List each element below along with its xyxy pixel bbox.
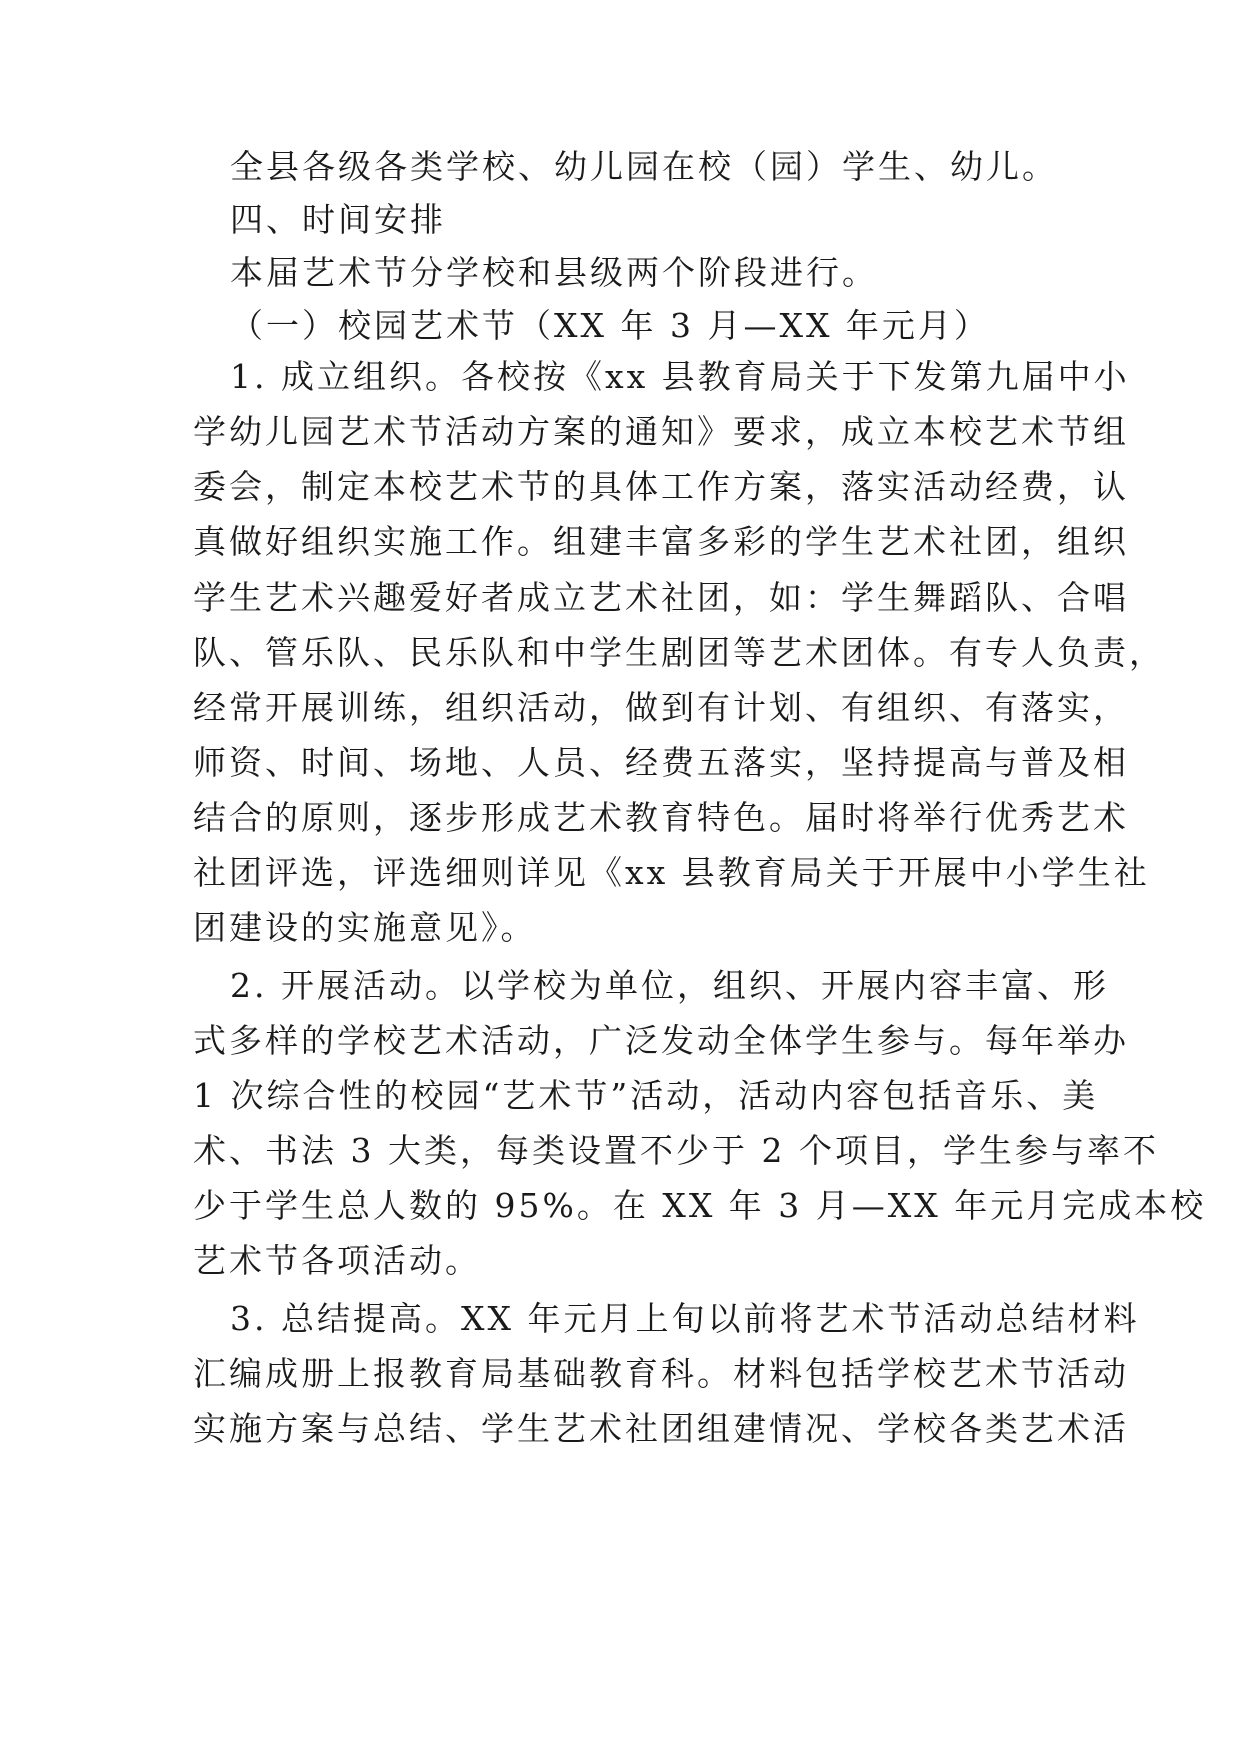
text-line: 结合的原则，逐步形成艺术教育特色。届时将举行优秀艺术: [193, 798, 1129, 837]
text-line: 1 次综合性的校园“艺术节”活动，活动内容包括音乐、美: [193, 1076, 1099, 1115]
text-line: 艺术节各项活动。: [193, 1241, 481, 1280]
text-line: 少于学生总人数的 95%。在 XX 年 3 月—XX 年元月完成本校: [193, 1186, 1207, 1225]
text-line: 3. 总结提高。XX 年元月上旬以前将艺术节活动总结材料: [230, 1299, 1140, 1338]
text-line: 师资、时间、场地、人员、经费五落实，坚持提高与普及相: [193, 743, 1129, 782]
text-line: 式多样的学校艺术活动，广泛发动全体学生参与。每年举办: [193, 1021, 1129, 1060]
text-line: 队、管乐队、民乐队和中学生剧团等艺术团体。有专人负责，: [193, 633, 1165, 672]
text-line: 委会，制定本校艺术节的具体工作方案，落实活动经费，认: [193, 467, 1129, 506]
text-line: 学生艺术兴趣爱好者成立艺术社团，如：学生舞蹈队、合唱: [193, 578, 1129, 617]
text-line: 学幼儿园艺术节活动方案的通知》要求，成立本校艺术节组: [193, 412, 1129, 451]
text-line: 术、书法 3 大类，每类设置不少于 2 个项目，学生参与率不: [193, 1131, 1159, 1170]
section-heading: 四、时间安排: [230, 200, 446, 239]
text-line: 真做好组织实施工作。组建丰富多彩的学生艺术社团，组织: [193, 522, 1129, 561]
text-line: 社团评选，评选细则详见《xx 县教育局关于开展中小学生社: [193, 853, 1150, 892]
text-line: 本届艺术节分学校和县级两个阶段进行。: [230, 253, 878, 292]
text-line: 实施方案与总结、学生艺术社团组建情况、学校各类艺术活: [193, 1409, 1129, 1448]
text-line: 2. 开展活动。以学校为单位，组织、开展内容丰富、形: [230, 966, 1109, 1005]
text-line: 1. 成立组织。各校按《xx 县教育局关于下发第九届中小: [230, 357, 1130, 396]
text-line: 团建设的实施意见》。: [193, 908, 537, 947]
text-line: 全县各级各类学校、幼儿园在校（园）学生、幼儿。: [230, 147, 1058, 186]
text-line: 汇编成册上报教育局基础教育科。材料包括学校艺术节活动: [193, 1354, 1129, 1393]
text-line: 经常开展训练，组织活动，做到有计划、有组织、有落实，: [193, 688, 1129, 727]
subsection-heading: （一）校园艺术节（XX 年 3 月—XX 年元月）: [230, 306, 990, 345]
